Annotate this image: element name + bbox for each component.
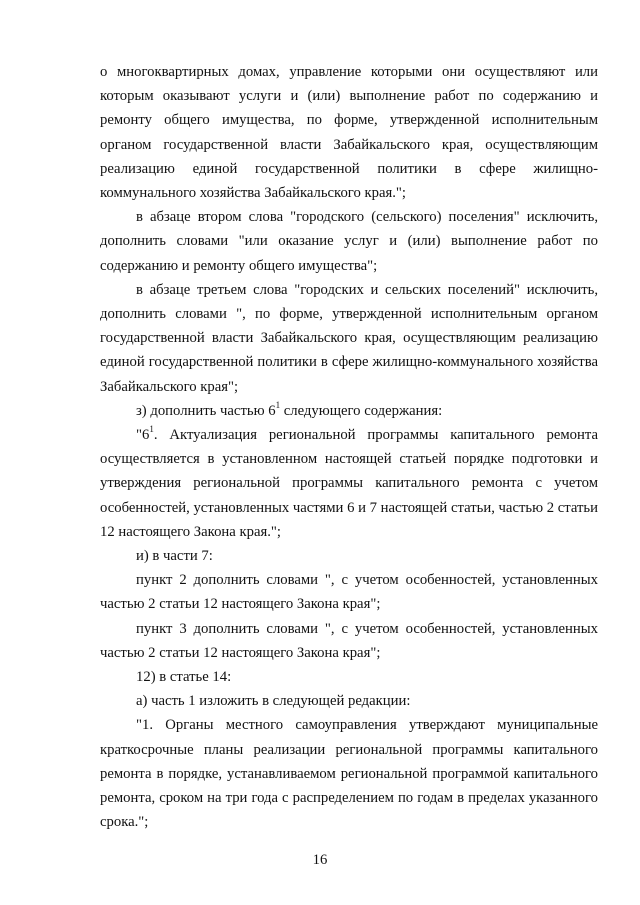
paragraph-5-before: "6 [136,427,150,444]
paragraph-3: в абзаце третьем слова "городских и сельских поселений" исключить, дополнить словами ", по форме, утвержденной исполнительным органом государственной власти Забайкальского края, осуществляющим реализацию единой государственной политики в сфере жилищно-коммунального хозяйства Забайкальского края"; [100,281,598,395]
paragraph-5-after: . Актуализация региональной программы капитального ремонта осуществляется в установленном настоящей статьей порядке подготовки и утверждения региональной программы капитального ремонта с учетом особенностей, установленных частями 6 и 7 настоящей статьи, частью 2 статьи 12 настоящего Закона края."; [100,427,598,540]
paragraph-5-superscript: 1 [149,424,154,435]
paragraph-8: пункт 3 дополнить словами ", с учетом особенностей, установленных частью 2 статьи 12 настоящего Закона края"; [100,620,598,661]
paragraph-9: 12) в статье 14: [136,669,232,686]
paragraph-4-after: следующего содержания: [280,402,443,419]
paragraph-7: пункт 2 дополнить словами ", с учетом особенностей, установленных частью 2 статьи 12 настоящего Закона края"; [100,572,598,613]
paragraph-4-superscript: 1 [275,399,281,410]
page-number: 16 [312,852,328,868]
paragraph-4 [100,399,598,423]
paragraph-5 [100,423,598,544]
paragraph-4-before: з) дополнить частью 6 [136,402,276,419]
document-body [100,60,598,835]
paragraph-1: о многоквартирных домах, управление которыми они осуществляют или которым оказывают услуги и (или) выполнение работ по содержанию и ремонту общего имущества, по форме, утвержденной исполнительным органом государственной власти Забайкальского края, осуществляющим реализацию единой государственной политики в сфере жилищно-коммунального хозяйства Забайкальского края."; [100,64,598,202]
paragraph-10: а) часть 1 изложить в следующей редакции: [136,693,411,710]
paragraph-11: "1. Органы местного самоуправления утверждают муниципальные краткосрочные планы реализации региональной программы капитального ремонта в порядке, устанавливаемом региональной программой капитального ремонта, сроком на три года с распределением по годам в пределах указанного срока."; [100,717,598,831]
paragraph-6: и) в части 7: [136,548,213,565]
paragraph-2: в абзаце втором слова "городского (сельского) поселения" исключить, дополнить словами "или оказание услуг и (или) выполнение работ по содержанию и ремонту общего имущества"; [100,209,598,274]
